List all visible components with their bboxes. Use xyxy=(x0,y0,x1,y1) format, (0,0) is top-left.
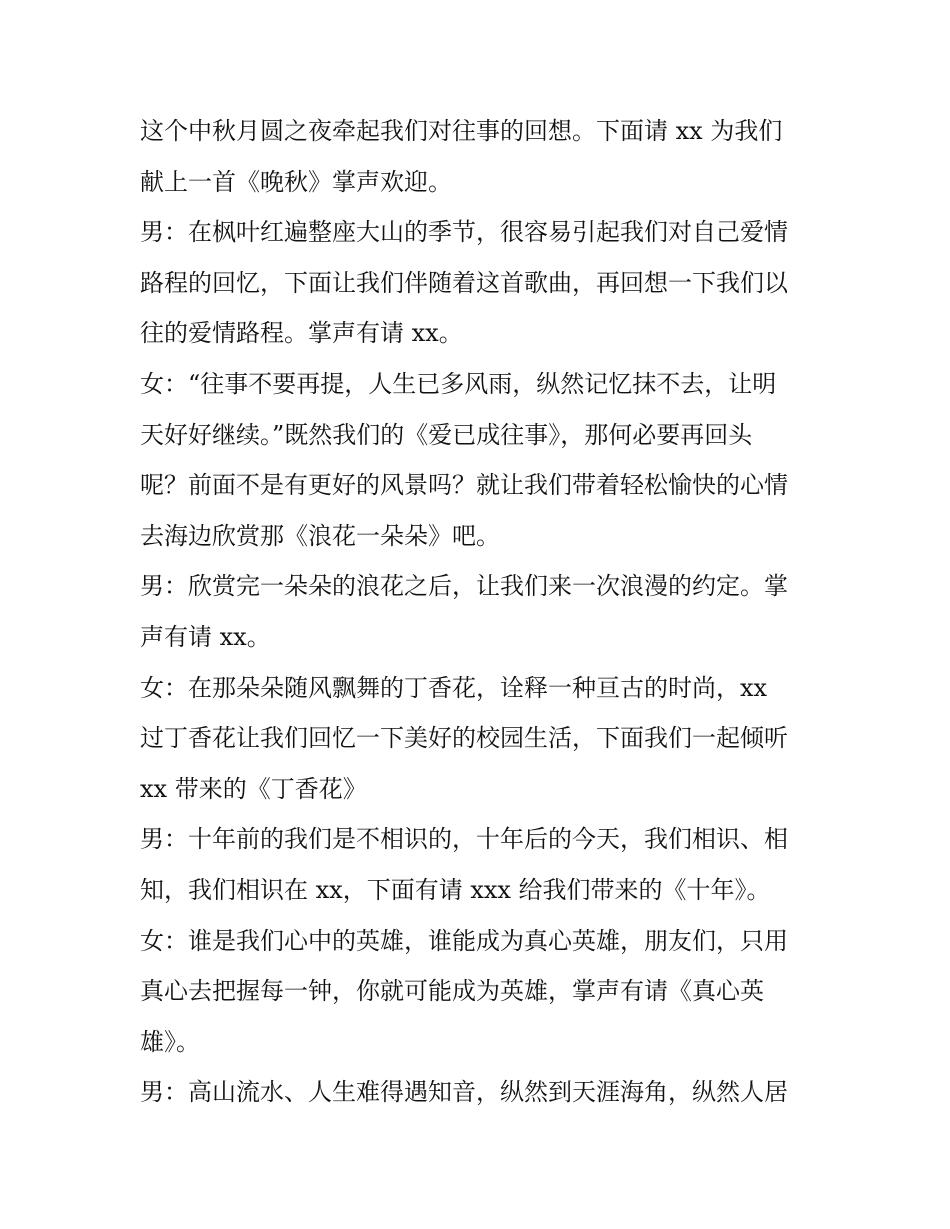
text-line: 女：谁是我们心中的英雄，谁能成为真心英雄，朋友们，只用 xyxy=(140,926,788,955)
document-body xyxy=(140,106,820,1118)
text-line: 女：“往事不要再提，人生已多风雨，纵然记忆抹不去，让明 xyxy=(140,369,777,398)
text-line: 男：欣赏完一朵朵的浪花之后，让我们来一次浪漫的约定。掌 xyxy=(140,572,788,601)
text-line: 过丁香花让我们回忆一下美好的校园生活，下面我们一起倾听 xyxy=(140,724,788,753)
text-line: 真心去把握每一钟，你就可能成为英雄，掌声有请《真心英 xyxy=(140,977,764,1006)
text-line: 声有请 xx。 xyxy=(140,622,271,651)
text-line: 雄》。 xyxy=(140,1027,200,1056)
text-line: xx 带来的《丁香花》 xyxy=(140,774,367,803)
text-line: 呢？前面不是有更好的风景吗？就让我们带着轻松愉快的心情 xyxy=(140,471,788,500)
text-line: 女：在那朵朵随风飘舞的丁香花，诠释一种亘古的时尚，xx xyxy=(140,673,768,702)
text-line: 男：高山流水、人生难得遇知音，纵然到天涯海角，纵然人居 xyxy=(140,1078,788,1107)
text-line: 往的爱情路程。掌声有请 xx。 xyxy=(140,319,463,348)
text-line: 献上一首《晚秋》掌声欢迎。 xyxy=(140,167,452,196)
text-line: 男：在枫叶红遍整座大山的季节，很容易引起我们对自己爱情 xyxy=(140,218,788,247)
text-line: 天好好继续。”既然我们的《爱已成往事》，那何必要再回头 xyxy=(140,420,753,449)
text-line: 去海边欣赏那《浪花一朵朵》吧。 xyxy=(140,521,500,550)
text-line: 路程的回忆，下面让我们伴随着这首歌曲，再回想一下我们以 xyxy=(140,268,788,297)
text-line: 知，我们相识在 xx，下面有请 xxx 给我们带来的《十年》。 xyxy=(140,875,771,904)
text-line: 男：十年前的我们是不相识的，十年后的今天，我们相识、相 xyxy=(140,825,788,854)
text-line: 这个中秋月圆之夜牵起我们对往事的回想。下面请 xx 为我们 xyxy=(140,117,783,145)
